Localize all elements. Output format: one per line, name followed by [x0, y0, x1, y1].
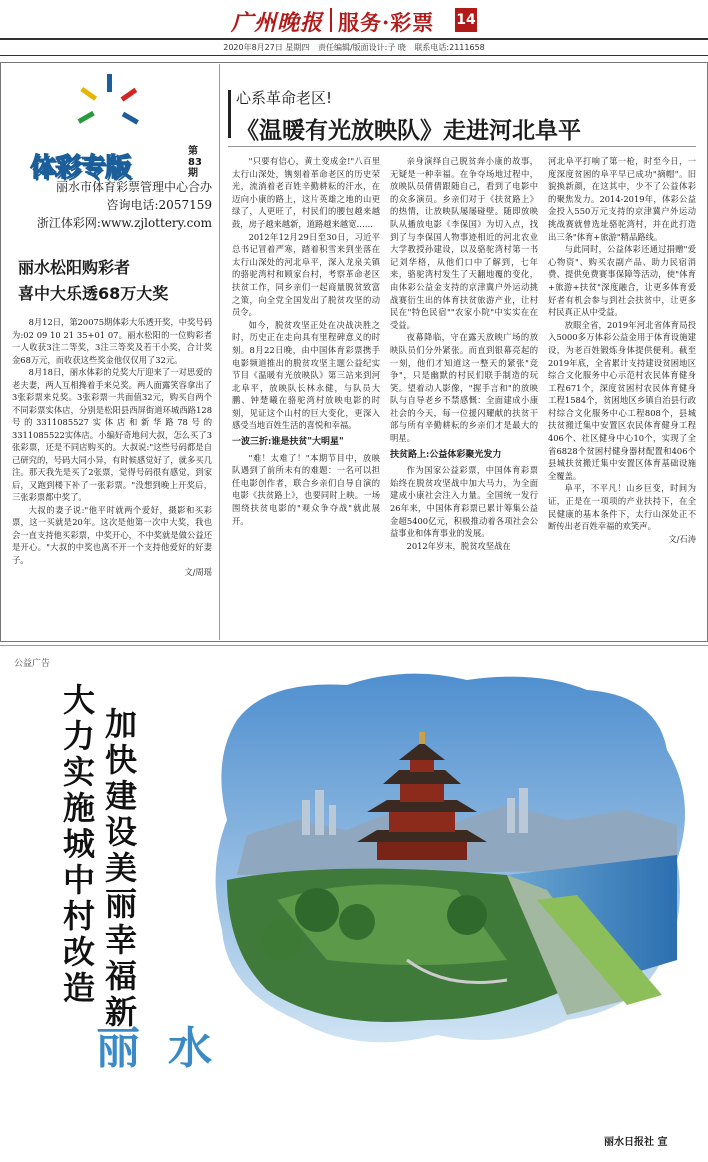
paragraph: 8月18日，丽水体彩的兑奖大厅迎来了一对思爱的老夫妻，两人互相搀着手来兑奖。两人面露笑容拿出了3张彩票来兑奖。3张彩票一共面值32元，购买自两个不同彩票实体店，分别是松阳县西屏街道环城西路128号的3311085527实体店和新华路78号的3311085522实体店。小编好奇地问大叔，怎么买了3张彩票，还是不同店购买的。大叔说:"这些号码都是自己研究的，号码大同小异，有时候感觉好了，就多买几注。那天我先是买了2张票，觉得号码很有感觉，到家后，又跑到楼下补了一张彩票。"没想到晚上开奖后，三张彩票都中奖了。: [12, 367, 212, 502]
paragraph: 作为国家公益彩票，中国体育彩票始终在脱贫攻坚战中加大马力，为全面建成小康社会注入力量。全国统一发行26年来，中国体育彩票已累计筹集公益金超5400亿元，积极推动着各项社会公益事业和体育事业的发展。: [390, 465, 538, 539]
article-column-1: [232, 155, 380, 527]
contact-line: 浙江体彩网:www.zjlottery.com: [36, 216, 212, 230]
paragraph: 放眼全省，2019年河北省体育局投入5000多万体彩公益金用于体育设施建设，为老百姓锻炼身体提供便利。截至2019年底，全省累计支持建设贫困地区综合文化服务中心示范村农民体育健身工程671个，深度贫困村农民体育健身工程1584个，贫困地区乡镇自治县行政村综合文化服务中心工程808个，县城扶贫搬迁集中安置区农民体育健身工程406个、社区健身中心10个，实现了全省6828个贫困村健身器材配置和406个县城扶贫搬迁集中安置区体育基础设施全覆盖。: [548, 319, 696, 481]
contact-line: 丽水市体育彩票管理中心合办: [55, 180, 212, 194]
burst-logo-icon: [74, 72, 144, 132]
phone-line: 联系电话:2111658: [414, 43, 485, 52]
kicker-bar: [228, 90, 231, 138]
article-column-2: [390, 155, 538, 552]
subheading: 一波三折:谁是扶贫"大明星": [232, 437, 344, 448]
section-title: 服务·彩票: [338, 10, 435, 35]
article-column-3: [548, 155, 696, 545]
slogan-line-1: 大力实施城中村改造: [58, 683, 96, 1007]
masthead-info: [0, 42, 708, 53]
editor-line: 责任编辑/版面设计:子 晓: [317, 43, 406, 52]
paragraph: 亲身演绎自己脱贫奔小康的故事，无疑是一种幸福。在争夺场地过程中，放映队员倩倩跟随自己，看到了电影中的众多演员。乡亲们对于《扶贫路上》的热情，让放映队屡屡碰壁。随即放映队从播放电影《李保国》为切入点，找到了与李保国人物事迹相近的河北农业大学教授孙建设，以及骆驼湾村第一书记刘华格，从他们口中了解到，七年来，骆驼湾村发生了天翻地覆的变化，由体彩公益金支持的京津冀户外运动挑战赛衍生出的体育扶贫旅游产业，让村民在"特色民宿""农家小院"中实实在在受益。: [390, 156, 538, 330]
masthead-rule-bottom: [0, 55, 708, 56]
slogan-line-2: 加快建设美丽幸福新: [100, 707, 138, 1031]
brand-title: 体彩专版: [30, 153, 131, 183]
subheading: 扶贫路上:公益体彩聚光发力: [390, 449, 502, 460]
contact-line: 咨询电话:2057159: [106, 198, 212, 212]
paragraph: 河北阜平打响了第一枪，时至今日，一度深度贫困的阜平早已成功"摘帽"。旧貌换新颜，在这其中，少不了公益体彩的聚焦发力。2014-2019年，体彩公益金投入550万元支持的京津冀户外运动挑战赛就曾选址骆驼湾村，并在此打造出三条"体育+旅游"精品路线。: [548, 156, 696, 242]
article-headline: 《温暖有光放映队》走进河北阜平: [236, 118, 581, 144]
masthead-divider: [330, 8, 332, 32]
byline: 文/周瑶: [184, 567, 212, 577]
page-number: 14: [455, 8, 477, 32]
ad-tag: 公益广告: [14, 659, 51, 669]
section-divider: [0, 645, 708, 646]
column-divider: [219, 64, 220, 640]
paragraph: 2012年12月29日至30日，习近平总书记冒着严寒，踏着积雪来到坐落在太行山深处的河北阜平，深入龙泉关镇的骆驼湾村和顾家台村，考察革命老区扶贫工作，同乡亲们一起商量脱贫致富之策，向全党全国发出了脱贫攻坚的动员令。: [232, 231, 380, 318]
brand-block: [30, 72, 210, 182]
paragraph: 2012年岁末，脱贫攻坚战在: [406, 540, 511, 551]
headline-rule: [228, 146, 696, 147]
masthead: [0, 0, 708, 56]
paper-logo: 广州晚报: [231, 10, 324, 36]
news-headline-line: 喜中大乐透68万大奖: [18, 284, 169, 303]
issue-number: 第83期: [188, 146, 202, 179]
paragraph: 8月12日，第20075期体彩大乐透开奖，中奖号码为:02 09 10 21 35+01 07。丽水松阳的一位购彩者一人收获3注二等奖，3注三等奖及若干小奖，合计奖金68万元，而收获这些奖金他仅仅用了32元。: [12, 317, 212, 365]
pavilion-photo: [207, 660, 697, 1080]
paragraph: 阜平，不平凡！山乡巨变，时间为证，正是在一项项的产业扶持下，在全民健康的基本条件下，太行山深处正不断传出老百姓幸福的欢笑声。: [548, 483, 696, 532]
paragraph: "只要有信心，黄土变成金!"八百里太行山深处，镌刻着革命老区的历史荣光，流淌着老百姓辛勤耕耘的汗水，在迈向小康的路上，这片英雄之地的山更绿了，人更旺了，村民们的腰包越来越鼓，房子越来越新，道路越来越宽……: [232, 156, 380, 229]
paragraph: "难！太难了！"本期节目中，放映队遇到了前所未有的难题：一名可以担任电影创作者，联合乡亲们自导自演的电影《扶贫路上》，也要同时上映。一场围绕扶贫电影的"观众争夺战"就此展开。: [232, 452, 380, 526]
ad-credit: 丽水日报社 宣: [604, 1137, 668, 1148]
city-name: 丽水: [96, 1023, 240, 1074]
paragraph: 如今，脱贫攻坚正处在决战决胜之时，历史正在走向具有里程碑意义的时刻。8月22日晚，由中国体育彩票携手电影频道推出的脱贫攻坚主题公益纪实节目《温暖有光放映队》第三站来到河北阜平，放映队长林永健，与队员大鹏、钟楚曦在骆驼湾村放映电影的时刻，见证这个山村的巨大变化，更深入感受当地百姓生活的喜悦和幸福。: [232, 319, 380, 431]
byline: 文/石涛: [668, 533, 696, 544]
news-headline: [18, 255, 213, 307]
article-kicker: 心系革命老区!: [236, 89, 333, 107]
date-line: 2020年8月27日 星期四: [223, 43, 310, 52]
news-body: [12, 316, 212, 579]
contact-block: [12, 178, 212, 232]
paragraph: 夜幕降临，守在露天放映广场的放映队员们分外紧张。而直到银幕亮起的一刻，他们才知道这一整天的紧张"竞争"，只是幽默的村民们联手制造的玩笑。望着动人影像，"握手言和"的放映队与自导老乡不禁感慨：全面建成小康社会的今天，每一位援闪耀献的扶贫干部与所有辛勤耕耘的乡亲们才是最大的明星。: [390, 332, 538, 444]
paragraph: 大叔的妻子说:"他平时就两个爱好，摄影和买彩票，这一买就是20年。这次是他第一次中大奖，我也会一直支持他买彩票，中奖开心，不中奖就是做公益还是开心。"大叔的中奖也离不开一个支持他爱好的好妻子。: [12, 504, 212, 565]
paragraph: 与此同时，公益体彩还通过捐赠"爱心物资"、购买农副产品、助力民宿消费、提供免费赛事保障等活动，使"体育+旅游+扶贫"深度融合，让更多体育爱好者有机会参与到社会扶贫中，让更多村民真正从中受益。: [548, 244, 696, 318]
news-headline-line: 丽水松阳购彩者: [18, 258, 131, 277]
masthead-rule: [0, 38, 708, 40]
